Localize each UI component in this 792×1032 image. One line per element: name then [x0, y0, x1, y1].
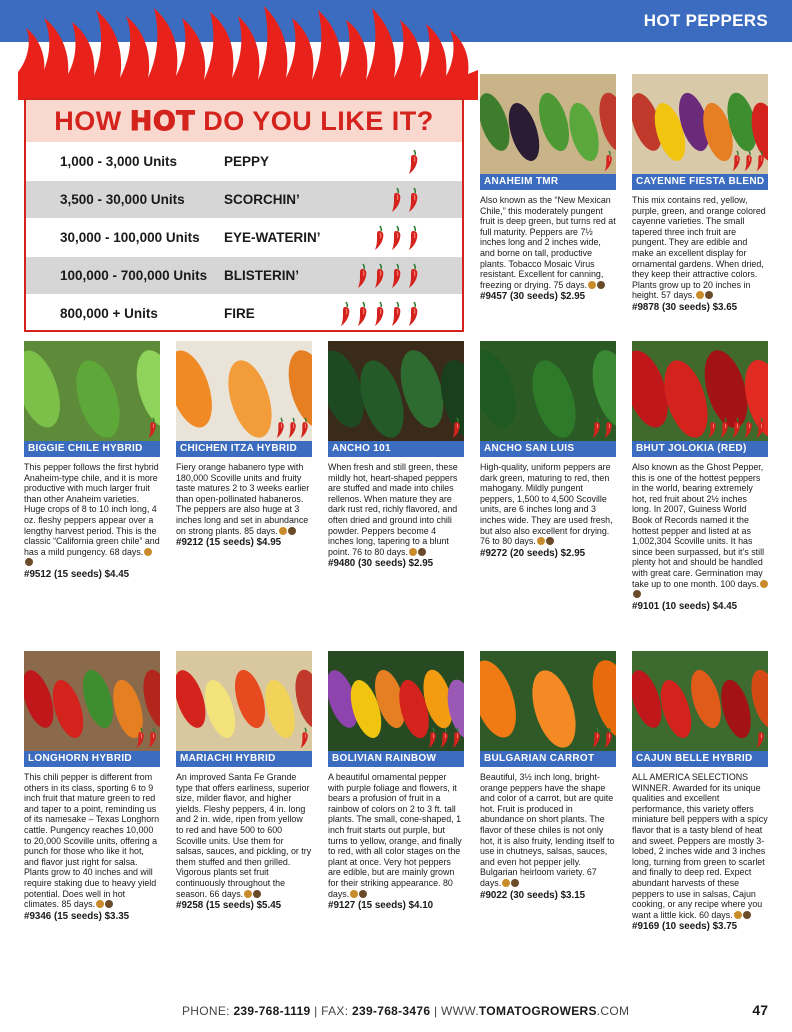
leaf-icon: [244, 890, 252, 898]
chili-pepper-icon: [731, 150, 742, 172]
product-description: This mix contains red, yellow, purple, green, and orange colored cayenne varieties. The small tapered three inch fruit are pungent. They are edible and make an excellent display for ornamental gardens. When dried, they keep their attractive colors. Plants grow up to 20 inches in height. 57 days.: [632, 195, 766, 301]
pepper-photo: [176, 651, 312, 751]
product-card: [176, 341, 312, 548]
heat-rating: [147, 417, 158, 439]
product-photo: [24, 651, 160, 751]
seed-bag-icon: [743, 911, 751, 919]
product-name: LONGHORN HYBRID: [24, 751, 160, 767]
chili-pepper-icon: [147, 727, 158, 749]
product-description: A beautiful ornamental pepper with purple foliage and flowers, it bears a profusion of fruit in a rainbow of colors on 2 to 3 ft. tall plants. The small, cone-shaped, 1 inch fruit starts out purple, but turns to yellow, orange, and finally to red, with all color stages on the plant at once. Very hot peppers are edible, but are mainly grown for their striking appearance. 80 days.: [328, 772, 462, 899]
product-description: ALL AMERICA SELECTIONS WINNER. Awarded for its unique qualities and excellent performance, this variety offers miniature bell peppers with a spicy flavor that is a tasty blend of heat and sweet. Peppers are mostly 3-lobed, 2 inches wide and 3 inches long, turning from green to scarlet and finally to deep red. Expect abundant harvests of these peppers to use in salsas, Cajun cooking, or any recipe where you want a little kick. 60 days.: [632, 772, 768, 920]
chili-pepper-icon: [339, 301, 352, 327]
seed-bag-icon: [253, 890, 261, 898]
leaf-icon: [279, 527, 287, 535]
heat-scale-row: [26, 256, 462, 294]
product-card: [24, 341, 160, 580]
chili-pepper-icon: [603, 727, 614, 749]
order-info: #9457 (30 seeds) $2.95: [480, 291, 586, 303]
heat-level: PEPPY: [224, 154, 270, 169]
chili-pepper-icon: [390, 301, 403, 327]
order-info: #9512 (15 seeds) $4.45: [24, 568, 130, 580]
heat-scale-title: HOW HOT DO YOU LIKE IT?: [26, 100, 462, 142]
pepper-photo: [328, 341, 464, 441]
heat-rating: [451, 417, 462, 439]
heat-rating: [427, 727, 462, 749]
heat-rating: [135, 727, 158, 749]
product-name: CAJUN BELLE HYBRID: [632, 751, 768, 767]
heat-level: EYE-WATERIN’: [224, 230, 321, 245]
heat-rating: [591, 727, 614, 749]
chili-pepper-icon: [603, 417, 614, 439]
product-name: BOLIVIAN RAINBOW: [328, 751, 464, 767]
pepper-photo: [632, 651, 768, 751]
product-name: CHICHEN ITZA HYBRID: [176, 441, 312, 457]
page-number: 47: [752, 1002, 768, 1018]
chili-pepper-icon: [731, 417, 742, 439]
chili-pepper-icon: [755, 417, 766, 439]
footer: [0, 1000, 792, 1024]
scoville-range: 1,000 - 3,000 Units: [60, 154, 178, 169]
seed-bag-icon: [288, 527, 296, 535]
chili-pepper-icon: [407, 149, 420, 175]
seed-bag-icon: [705, 291, 713, 299]
product-description: Beautiful, 3½ inch long, bright-orange peppers have the shape and color of a carrot, but are quite hot. Fruit is produced in abundance on short plants. The flavor of these chiles is not only hot, it is also fruity, lending itself to use in chutneys, salsas, sauces, and even hot pepper jelly. Bulgarian heirloom variety. 67 days.: [480, 772, 615, 888]
product-card: [480, 651, 616, 901]
chili-pepper-icon: [390, 263, 403, 289]
contact-info: PHONE: 239-768-1119 | FAX: 239-768-3476 | WWW.TOMATOGROWERS.COM: [182, 1004, 630, 1018]
product-card: [632, 341, 768, 612]
scoville-range: 800,000 + Units: [60, 306, 158, 321]
product-card: [480, 341, 616, 559]
product-card: [328, 651, 464, 911]
product-name: BULGARIAN CARROT: [480, 751, 616, 767]
product-card: [328, 341, 464, 569]
product-photo: [24, 341, 160, 441]
product-description: An improved Santa Fe Grande type that offers earliness, superior size, milder flavor, and higher yields. Fleshy peppers, 4 in. long and 2 in. wide, ripen from yellow to red and have 500 to 600 Scoville units. Use them for salsas, sauces, and pickling, or try them stuffed and then grilled. Vigorous plants set fruit continuously throughout the season. 66 days.: [176, 772, 312, 899]
chili-pepper-icon: [373, 225, 386, 251]
product-photo: [632, 651, 768, 751]
leaf-icon: [588, 281, 596, 289]
chili-pepper-icon: [427, 727, 438, 749]
heat-scale-row: [26, 294, 462, 332]
order-info: #9480 (30 seeds) $2.95: [328, 558, 434, 570]
product-description: High-quality, uniform peppers are dark green, maturing to red, then mahogany. Mildly pungent peppers, 1,500 to 4,500 Scoville units, are 6 inches long and 3 inches wide. They are used fresh, but also also excellent for drying. 76 to 80 days.: [480, 462, 613, 547]
heat-rating: [275, 417, 310, 439]
chili-pepper-icon: [275, 417, 286, 439]
chili-pepper-icon: [373, 301, 386, 327]
product-description: Also known as the Ghost Pepper, this is one of the hottest peppers in the world, bearing extremely hot, red fruit about 2½ inches long. In 2007, Guiness World Book of Records named it the hottest pepper and listed at as 1,002,304 Scoville units. It has since been surpassed, but it’s still plenty hot and should be handled with great care. Germination may take up to one month. 100 days.: [632, 462, 768, 600]
seed-bag-icon: [511, 879, 519, 887]
order-info: #9212 (15 seeds) $4.95: [176, 537, 282, 549]
pepper-photo: [480, 74, 616, 174]
leaf-icon: [144, 548, 152, 556]
leaf-icon: [350, 890, 358, 898]
heat-rating: [299, 727, 310, 749]
chili-pepper-icon: [390, 187, 403, 213]
phone-number: 239-768-1119: [233, 1004, 311, 1018]
chili-pepper-icon: [755, 727, 766, 749]
section-title: HOT PEPPERS: [643, 11, 768, 30]
heat-rating: [731, 150, 766, 172]
heat-scale-table: [24, 98, 464, 332]
heat-scale-row: [26, 180, 462, 218]
heat-scale-row: [26, 218, 462, 256]
leaf-icon: [537, 537, 545, 545]
heat-chilis: [407, 149, 420, 175]
chili-pepper-icon: [147, 417, 158, 439]
chili-pepper-icon: [451, 417, 462, 439]
seed-bag-icon: [359, 890, 367, 898]
chili-pepper-icon: [407, 225, 420, 251]
leaf-icon: [502, 879, 510, 887]
leaf-icon: [96, 900, 104, 908]
seed-bag-icon: [105, 900, 113, 908]
heat-rating: [591, 417, 614, 439]
heat-chilis: [339, 301, 420, 327]
product-name: ANCHO 101: [328, 441, 464, 457]
order-info: #9272 (20 seeds) $2.95: [480, 547, 586, 559]
order-info: #9346 (15 seeds) $3.35: [24, 910, 130, 922]
order-info: #9258 (15 seeds) $5.45: [176, 900, 282, 912]
product-card: [480, 74, 616, 302]
leaf-icon: [734, 911, 742, 919]
chili-pepper-icon: [356, 301, 369, 327]
seed-bag-icon: [418, 548, 426, 556]
chili-pepper-icon: [299, 727, 310, 749]
chili-pepper-icon: [743, 150, 754, 172]
chili-pepper-icon: [743, 417, 754, 439]
seed-bag-icon: [546, 537, 554, 545]
chili-pepper-icon: [451, 727, 462, 749]
leaf-icon: [409, 548, 417, 556]
order-info: #9878 (30 seeds) $3.65: [632, 301, 738, 313]
product-name: ANAHEIM TMR: [480, 174, 616, 190]
heat-chilis: [373, 225, 420, 251]
product-description: Fiery orange habanero type with 180,000 Scoville units and fruity taste matures 2 to 3 weeks earlier than open-pollinated habaneros. The peppers are also huge at 3 inches long and set in abundance on strong plants. 85 days.: [176, 462, 310, 536]
product-description: This chili pepper is different from others in its class, sporting 6 to 9 inch fruit that mature green to red and taper to a point, reminding us of its namesake – Texas Longhorn cattle. Pungency reaches 10,000 to 20,000 Scoville units, offering a punch for those who like it hot, and flavor just right for salsa. Plants grow to 40 inches and will require staking due to heavy yield potential. Does well in hot climates. 85 days.: [24, 772, 160, 910]
chili-pepper-icon: [591, 417, 602, 439]
order-info: #9169 (10 seeds) $3.75: [632, 921, 738, 933]
heat-rating: [707, 417, 766, 439]
seed-bag-icon: [25, 558, 33, 566]
product-description: Also known as the “New Mexican Chile,” this moderately pungent fruit is deep green, but turns red at full maturity. Peppers are 7½ inches long and 2 inches wide, and borne on tall, productive plants. Tobacco Mosaic Virus resistant. Excellent for canning, freezing or drying. 75 days.: [480, 195, 616, 290]
chili-pepper-icon: [373, 263, 386, 289]
flame-icon: [18, 0, 478, 100]
heat-chilis: [356, 263, 420, 289]
heat-level: FIRE: [224, 306, 255, 321]
fax-number: 239-768-3476: [352, 1004, 431, 1018]
product-card: [632, 74, 768, 313]
chili-pepper-icon: [390, 225, 403, 251]
heat-level: SCORCHIN’: [224, 192, 300, 207]
chili-pepper-icon: [407, 187, 420, 213]
scoville-range: 100,000 - 700,000 Units: [60, 268, 208, 283]
heat-level: BLISTERIN’: [224, 268, 300, 283]
order-info: #9127 (15 seeds) $4.10: [328, 900, 434, 912]
chili-pepper-icon: [603, 150, 614, 172]
chili-pepper-icon: [407, 301, 420, 327]
chili-pepper-icon: [299, 417, 310, 439]
seed-bag-icon: [633, 590, 641, 598]
product-card: [176, 651, 312, 911]
product-photo: [480, 341, 616, 441]
product-photo: [176, 651, 312, 751]
heat-scale-row: [26, 142, 462, 180]
product-description: When fresh and still green, these mildly hot, heart-shaped peppers are stuffed and made into chiles rellenos. When mature they are dark rust red, richly flavored, and often dried and ground into chili powder. Peppers become 4 inches long, tapering to a blunt point. 76 to 80 days.: [328, 462, 458, 557]
chili-pepper-icon: [135, 727, 146, 749]
product-photo: [632, 74, 768, 174]
heat-rating: [603, 150, 614, 172]
product-photo: [328, 651, 464, 751]
website: TOMATOGROWERS: [478, 1004, 597, 1018]
product-card: [632, 651, 768, 932]
pepper-photo: [24, 341, 160, 441]
chili-pepper-icon: [407, 263, 420, 289]
product-photo: [176, 341, 312, 441]
order-info: #9022 (30 seeds) $3.15: [480, 889, 586, 901]
product-photo: [328, 341, 464, 441]
chili-pepper-icon: [439, 727, 450, 749]
heat-rating: [755, 727, 766, 749]
product-photo: [480, 74, 616, 174]
scoville-range: 3,500 - 30,000 Units: [60, 192, 185, 207]
leaf-icon: [760, 580, 768, 588]
product-name: CAYENNE FIESTA BLEND: [632, 174, 768, 190]
product-name: MARIACHI HYBRID: [176, 751, 312, 767]
product-name: BIGGIE CHILE HYBRID: [24, 441, 160, 457]
product-photo: [480, 651, 616, 751]
chili-pepper-icon: [707, 417, 718, 439]
product-card: [24, 651, 160, 922]
scoville-range: 30,000 - 100,000 Units: [60, 230, 200, 245]
chili-pepper-icon: [287, 417, 298, 439]
chili-pepper-icon: [591, 727, 602, 749]
chili-pepper-icon: [755, 150, 766, 172]
product-name: BHUT JOLOKIA (RED): [632, 441, 768, 457]
chili-pepper-icon: [356, 263, 369, 289]
leaf-icon: [696, 291, 704, 299]
product-description: This pepper follows the first hybrid Anaheim-type chile, and it is more productive with much larger fruit than other Anaheim varieties. Huge crops of 8 to 10 inch long, 4 oz. fleshy peppers appear over a lengthy harvest period. This is the classic “California green chile” and has a mild pungency. 68 days.: [24, 462, 160, 568]
product-name: ANCHO SAN LUIS: [480, 441, 616, 457]
seed-bag-icon: [597, 281, 605, 289]
product-photo: [632, 341, 768, 441]
chili-pepper-icon: [719, 417, 730, 439]
order-info: #9101 (10 seeds) $4.45: [632, 600, 738, 612]
heat-chilis: [390, 187, 420, 213]
